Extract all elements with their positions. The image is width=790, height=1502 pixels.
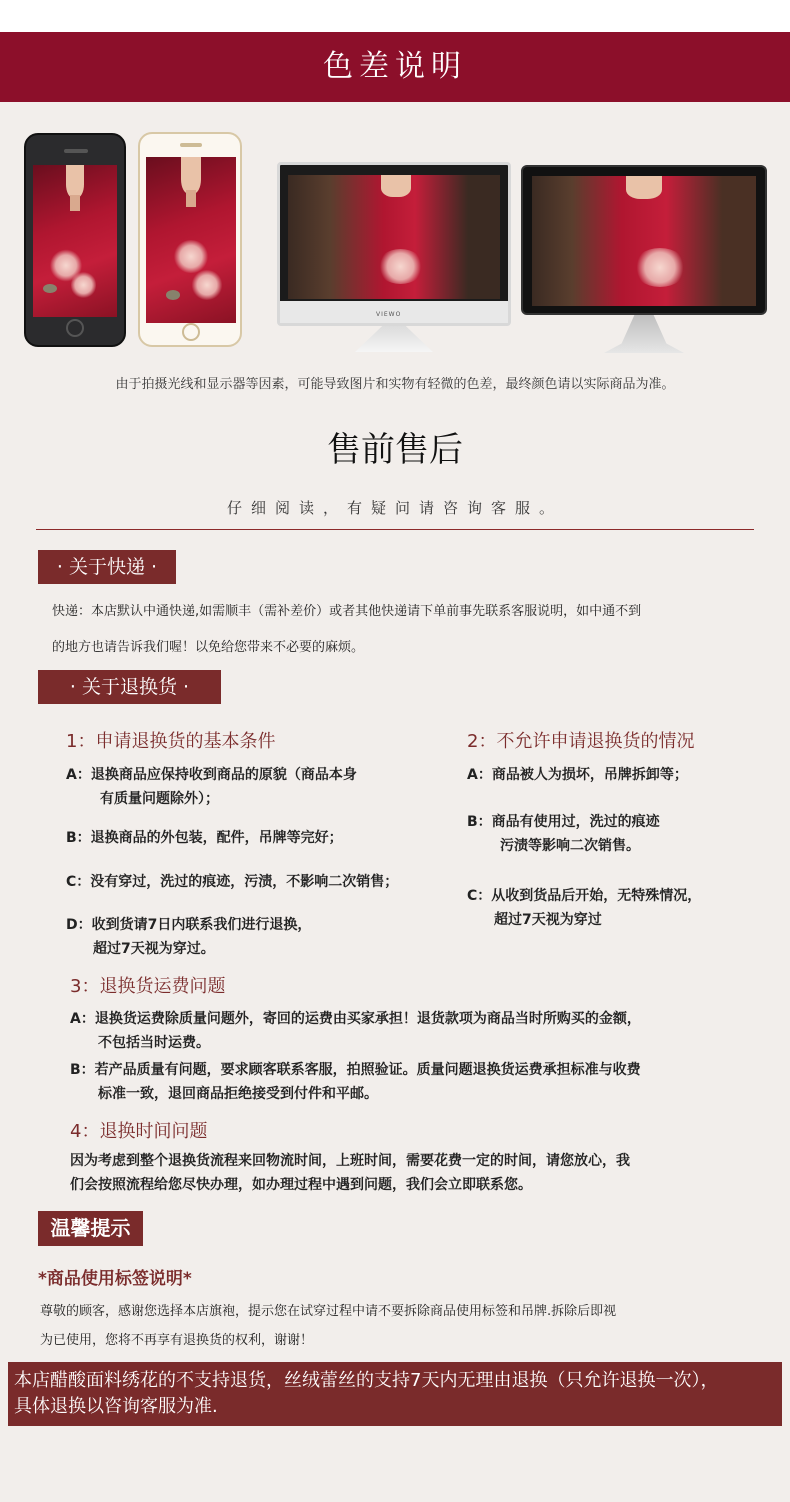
home-button-icon <box>66 319 84 337</box>
banner-line: 本店醋酸面料绣花的不支持退货，丝绒蕾丝的支持7天内无理由退换（只允许退换一次）， <box>14 1370 719 1391</box>
phone-screen-photo <box>33 165 117 317</box>
monitor-screen-photo <box>288 175 500 299</box>
exclusion-item: B：商品有使用过，洗过的痕迹 <box>467 814 660 830</box>
condition-item: 超过7天视为穿过。 <box>93 941 215 957</box>
tips-text-line: 为已使用，您将不再享有退换货的权利，谢谢！ <box>40 1333 314 1348</box>
dark-phone-image <box>24 133 126 347</box>
exclusion-item: A：商品被人为损坏，吊牌拆卸等； <box>467 767 688 783</box>
section-title: 1：申请退换货的基本条件 <box>66 731 276 752</box>
page-header: 色差说明 <box>0 32 790 102</box>
express-text-line: 快递：本店默认中通快递,如需顺丰（需补差价）或者其他快递请下单前事先联系客服说明，如中通不到 <box>52 604 642 619</box>
section-title: 3：退换货运费问题 <box>70 976 226 997</box>
home-button-icon <box>182 323 200 341</box>
express-tag: · 关于快递 · <box>38 550 176 584</box>
banner-line: 具体退换以咨询客服为准. <box>14 1396 218 1417</box>
black-monitor-image <box>521 165 767 315</box>
exclusion-item: 污渍等影响二次销售。 <box>500 838 640 854</box>
shipping-item: A：退换货运费除质量问题外，寄回的运费由买家承担！退货款项为商品当时所购买的金额， <box>70 1011 641 1027</box>
condition-item: A：退换商品应保持收到商品的原貌（商品本身 <box>66 767 357 783</box>
phone-speaker <box>64 149 88 153</box>
return-policy-banner <box>8 1362 782 1426</box>
monitor-stand <box>355 326 433 352</box>
condition-item: C：没有穿过，洗过的痕迹，污渍，不影响二次销售； <box>66 874 399 890</box>
shipping-item: 标准一致，退回商品拒绝接受到付件和平邮。 <box>98 1086 378 1102</box>
white-monitor-image <box>277 162 511 326</box>
returns-tag: · 关于退换货 · <box>38 670 221 704</box>
condition-item: B：退换商品的外包装，配件，吊牌等完好； <box>66 830 343 846</box>
condition-item: 有质量问题除外）； <box>100 791 219 807</box>
light-phone-image <box>138 132 242 347</box>
monitor-chin <box>280 301 508 323</box>
time-text-line: 因为考虑到整个退换货流程来回物流时间，上班时间，需要花费一定的时间，请您放心，我 <box>70 1153 630 1169</box>
label-instructions-title: *商品使用标签说明* <box>38 1269 192 1289</box>
phone-screen-photo <box>146 157 236 323</box>
section-title: 2：不允许申请退换货的情况 <box>467 731 695 752</box>
monitor-brand-label: VIEWO <box>376 311 402 318</box>
condition-item: D：收到货请7日内联系我们进行退换， <box>66 917 312 933</box>
phone-speaker <box>180 143 202 147</box>
tips-tag: 温馨提示 <box>38 1211 143 1246</box>
divider <box>36 529 754 530</box>
monitor-stand <box>604 315 684 353</box>
shipping-item: B：若产品质量有问题，要求顾客联系客服，拍照验证。质量问题退换货运费承担标准与收费 <box>70 1062 641 1078</box>
express-text-line: 的地方也请告诉我们喔！以免给您带来不必要的麻烦。 <box>52 640 365 655</box>
top-spacer <box>0 0 790 32</box>
after-sales-title: 售前售后 <box>327 430 463 470</box>
color-difference-note: 由于拍摄光线和显示器等因素，可能导致图片和实物有轻微的色差，最终颜色请以实际商品为准。 <box>115 377 675 392</box>
tips-text-line: 尊敬的顾客，感谢您选择本店旗袍，提示您在试穿过程中请不要拆除商品使用标签和吊牌.拆除后即视 <box>40 1304 617 1319</box>
exclusion-item: 超过7天视为穿过 <box>494 912 602 928</box>
after-sales-subtitle: 仔细阅读，有疑问请咨询客服。 <box>226 499 563 517</box>
time-text-line: 们会按照流程给您尽快办理，如办理过程中遇到问题，我们会立即联系您。 <box>70 1177 532 1193</box>
monitor-screen-photo <box>532 176 756 306</box>
shipping-item: 不包括当时运费。 <box>98 1035 210 1051</box>
section-title: 4：退换时间问题 <box>70 1121 208 1142</box>
exclusion-item: C：从收到货品后开始，无特殊情况， <box>467 888 702 904</box>
